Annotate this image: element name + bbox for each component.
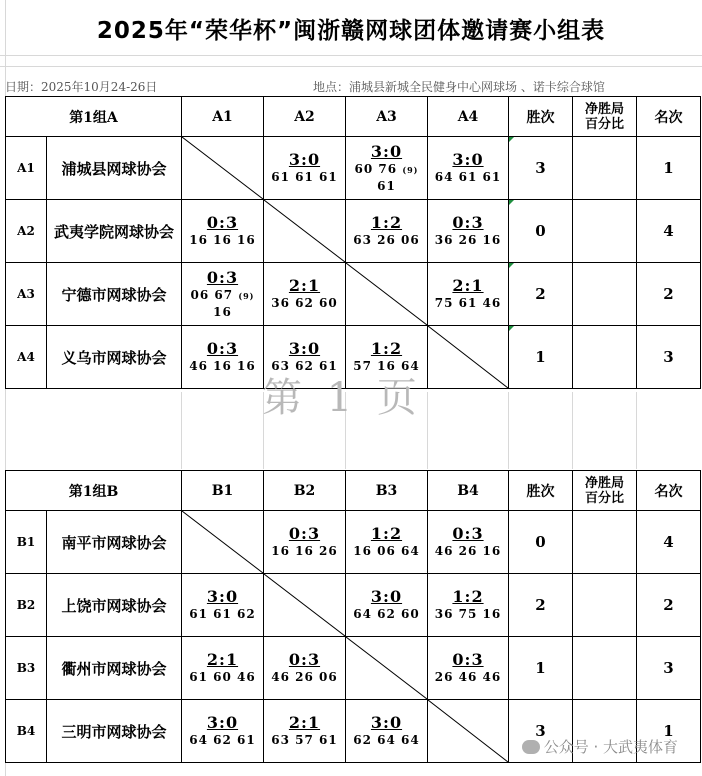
match-result — [428, 137, 509, 200]
tiebreak-score: (9) — [238, 290, 255, 301]
group-name: 第1组B — [6, 471, 182, 511]
pct-header: 净胜局百分比 — [573, 97, 637, 137]
set-scores-text: 46 26 06 — [271, 670, 338, 684]
team-name: 义乌市网球协会 — [47, 326, 182, 389]
team-name: 衢州市网球协会 — [47, 637, 182, 700]
wins-value: 2 — [509, 574, 573, 637]
set-scores-text: 26 46 46 — [434, 670, 502, 684]
wechat-icon — [522, 740, 540, 754]
rank-value: 3 — [637, 326, 701, 389]
team-name: 宁德市网球协会 — [47, 263, 182, 326]
match-result — [264, 137, 346, 200]
rank-value: 1 — [637, 700, 701, 763]
seed-code: A2 — [6, 200, 47, 263]
match-score: 0:3 — [288, 650, 321, 669]
table-row — [6, 511, 701, 574]
set-scores-text: 46 26 16 — [434, 544, 502, 558]
match-score: 0:3 — [452, 650, 484, 669]
match-result — [346, 700, 428, 763]
set-scores-text: 63 26 06 — [353, 233, 420, 247]
col-header: A4 — [428, 97, 509, 137]
diagonal-cell — [182, 511, 264, 574]
set-scores-extra: 61 — [377, 178, 396, 193]
comment-marker — [509, 200, 514, 205]
col-header: A3 — [346, 97, 428, 137]
match-score: 0:3 — [452, 213, 484, 232]
set-scores-text: 36 62 60 — [271, 296, 338, 310]
diagonal-line — [346, 263, 427, 325]
pct-value — [573, 511, 637, 574]
page-title: 2025年“荣华杯”闽浙赣网球团体邀请赛小组表 — [96, 18, 606, 44]
match-score: 3:0 — [206, 713, 239, 732]
match-result — [182, 574, 264, 637]
match-result — [264, 511, 346, 574]
match-result — [264, 263, 346, 326]
set-scores-text: 16 16 16 — [189, 233, 256, 247]
set-scores-text: 64 62 60 — [353, 607, 420, 621]
match-score: 0:3 — [206, 213, 239, 232]
table-row — [6, 637, 701, 700]
group-a-table — [5, 96, 701, 389]
team-name: 武夷学院网球协会 — [47, 200, 182, 263]
seed-code: B4 — [6, 700, 47, 763]
pct-value — [573, 326, 637, 389]
set-scores-text: 61 61 62 — [189, 607, 256, 621]
set-scores — [264, 669, 345, 685]
match-result — [428, 200, 509, 263]
set-scores-text: 63 62 61 — [271, 359, 338, 373]
diagonal-cell — [264, 200, 346, 263]
col-header: B3 — [346, 471, 428, 511]
wechat-text: 公众号 · 大武夷体育 — [543, 738, 678, 756]
set-scores-text: 36 26 16 — [434, 233, 502, 247]
set-scores — [264, 543, 345, 559]
date-text: 日期：2025年10月24-26日 — [5, 80, 158, 94]
diagonal-cell — [264, 574, 346, 637]
team-name: 浦城县网球协会 — [47, 137, 182, 200]
match-result — [182, 263, 264, 326]
rank-header: 名次 — [637, 471, 701, 511]
set-scores — [346, 732, 427, 748]
diagonal-cell — [346, 637, 428, 700]
match-score: 3:0 — [370, 141, 403, 161]
set-scores — [182, 669, 263, 685]
wins-value: 3 — [509, 137, 573, 200]
rank-value: 1 — [637, 137, 701, 200]
seed-code: A4 — [6, 326, 47, 389]
col-header: A1 — [182, 97, 264, 137]
match-score: 3:0 — [288, 339, 321, 358]
wechat-watermark — [522, 736, 678, 757]
match-score: 3:0 — [370, 713, 403, 732]
diagonal-cell — [428, 700, 509, 763]
match-score: 1:2 — [370, 524, 403, 543]
match-result — [182, 637, 264, 700]
rank-value: 2 — [637, 574, 701, 637]
wins-value: 0 — [509, 200, 573, 263]
diagonal-line — [182, 137, 263, 199]
set-scores — [428, 169, 508, 185]
set-scores-text: 16 06 64 — [353, 544, 420, 558]
group-b-table — [5, 470, 701, 763]
page-watermark: 第 1 页 — [262, 375, 423, 421]
group-name: 第1组A — [6, 97, 182, 137]
set-scores — [182, 287, 263, 304]
match-score: 0:3 — [452, 524, 484, 543]
rank-value: 2 — [637, 263, 701, 326]
match-score: 1:2 — [452, 587, 484, 606]
set-scores-text: 63 57 61 — [271, 733, 338, 747]
match-score: 2:1 — [452, 276, 484, 295]
comment-marker — [509, 326, 514, 331]
pct-value — [573, 137, 637, 200]
team-name: 三明市网球协会 — [47, 700, 182, 763]
diagonal-line — [182, 511, 263, 573]
wins-header: 胜次 — [509, 97, 573, 137]
set-scores-text: 60 76 — [354, 161, 398, 176]
wins-value: 0 — [509, 511, 573, 574]
set-scores-text: 46 16 16 — [189, 359, 256, 373]
rank-value: 4 — [637, 511, 701, 574]
set-scores-text: 06 67 — [190, 287, 234, 302]
match-score: 0:3 — [206, 267, 239, 287]
set-scores-text: 61 60 46 — [189, 670, 256, 684]
col-header: B4 — [428, 471, 509, 511]
set-scores — [428, 232, 508, 248]
comment-marker — [509, 137, 514, 142]
seed-code: B2 — [6, 574, 47, 637]
set-scores-text: 61 61 61 — [271, 170, 338, 184]
seed-code: B3 — [6, 637, 47, 700]
match-score: 3:0 — [452, 150, 484, 169]
set-scores — [182, 232, 263, 248]
team-name: 南平市网球协会 — [47, 511, 182, 574]
match-result — [182, 700, 264, 763]
diagonal-line — [346, 637, 427, 699]
venue-text: 地点：浦城县新城全民健身中心网球场 、诺卡综合球馆 — [313, 80, 605, 94]
diagonal-line — [264, 200, 345, 262]
set-scores-text: 57 16 64 — [353, 359, 420, 373]
set-scores — [428, 543, 508, 559]
rank-value: 3 — [637, 637, 701, 700]
rank-header: 名次 — [637, 97, 701, 137]
match-score: 2:1 — [288, 713, 321, 732]
set-scores — [182, 732, 263, 748]
pct-value — [573, 263, 637, 326]
set-scores — [264, 169, 345, 185]
header-row — [6, 471, 701, 511]
set-scores-text: 75 61 46 — [434, 296, 502, 310]
diagonal-cell — [346, 263, 428, 326]
pct-value — [573, 637, 637, 700]
match-score: 3:0 — [206, 587, 239, 606]
match-result — [182, 200, 264, 263]
match-result — [428, 574, 509, 637]
header-row — [6, 97, 701, 137]
match-result — [346, 200, 428, 263]
tiebreak-score: (9) — [402, 164, 419, 175]
set-scores — [346, 161, 427, 178]
seed-code: A3 — [6, 263, 47, 326]
team-name: 上饶市网球协会 — [47, 574, 182, 637]
set-scores — [346, 606, 427, 622]
wins-value: 3 — [509, 700, 573, 763]
match-result — [264, 700, 346, 763]
pct-value — [573, 200, 637, 263]
match-result — [346, 574, 428, 637]
wins-header: 胜次 — [509, 471, 573, 511]
table-row — [6, 200, 701, 263]
set-scores — [346, 232, 427, 248]
diagonal-line — [264, 574, 345, 636]
wins-value: 1 — [509, 637, 573, 700]
set-scores-extra: 16 — [213, 304, 232, 319]
table-row — [6, 263, 701, 326]
match-score: 1:2 — [370, 213, 403, 232]
match-result — [428, 637, 509, 700]
comment-marker — [509, 263, 514, 268]
table-row — [6, 574, 701, 637]
diagonal-cell — [428, 326, 509, 389]
wins-value: 2 — [509, 263, 573, 326]
seed-code: A1 — [6, 137, 47, 200]
set-scores — [182, 606, 263, 622]
set-scores — [428, 669, 508, 685]
diagonal-cell — [182, 137, 264, 200]
match-score: 0:3 — [288, 524, 321, 543]
wins-value: 1 — [509, 326, 573, 389]
match-score: 3:0 — [370, 587, 403, 606]
set-scores — [428, 295, 508, 311]
diagonal-line — [428, 326, 508, 388]
match-score: 2:1 — [288, 276, 321, 295]
match-result — [182, 326, 264, 389]
col-header: A2 — [264, 97, 346, 137]
set-scores — [264, 732, 345, 748]
table-row — [6, 137, 701, 200]
match-result — [428, 511, 509, 574]
set-scores — [346, 543, 427, 559]
match-score: 1:2 — [370, 339, 403, 358]
match-result — [264, 637, 346, 700]
set-scores — [264, 295, 345, 311]
rank-value: 4 — [637, 200, 701, 263]
set-scores — [428, 606, 508, 622]
col-header: B1 — [182, 471, 264, 511]
col-header: B2 — [264, 471, 346, 511]
pct-value — [573, 574, 637, 637]
set-scores-text: 64 61 61 — [434, 170, 502, 184]
match-score: 0:3 — [206, 339, 239, 358]
pct-header: 净胜局百分比 — [573, 471, 637, 511]
diagonal-line — [428, 700, 508, 762]
match-result — [346, 137, 428, 200]
match-result — [428, 263, 509, 326]
set-scores-text: 36 75 16 — [434, 607, 502, 621]
match-score: 3:0 — [288, 150, 321, 169]
set-scores-text: 64 62 61 — [189, 733, 256, 747]
match-score: 2:1 — [206, 650, 239, 669]
match-result — [346, 511, 428, 574]
set-scores-text: 62 64 64 — [353, 733, 420, 747]
set-scores — [182, 358, 263, 374]
seed-code: B1 — [6, 511, 47, 574]
set-scores-text: 16 16 26 — [271, 544, 338, 558]
